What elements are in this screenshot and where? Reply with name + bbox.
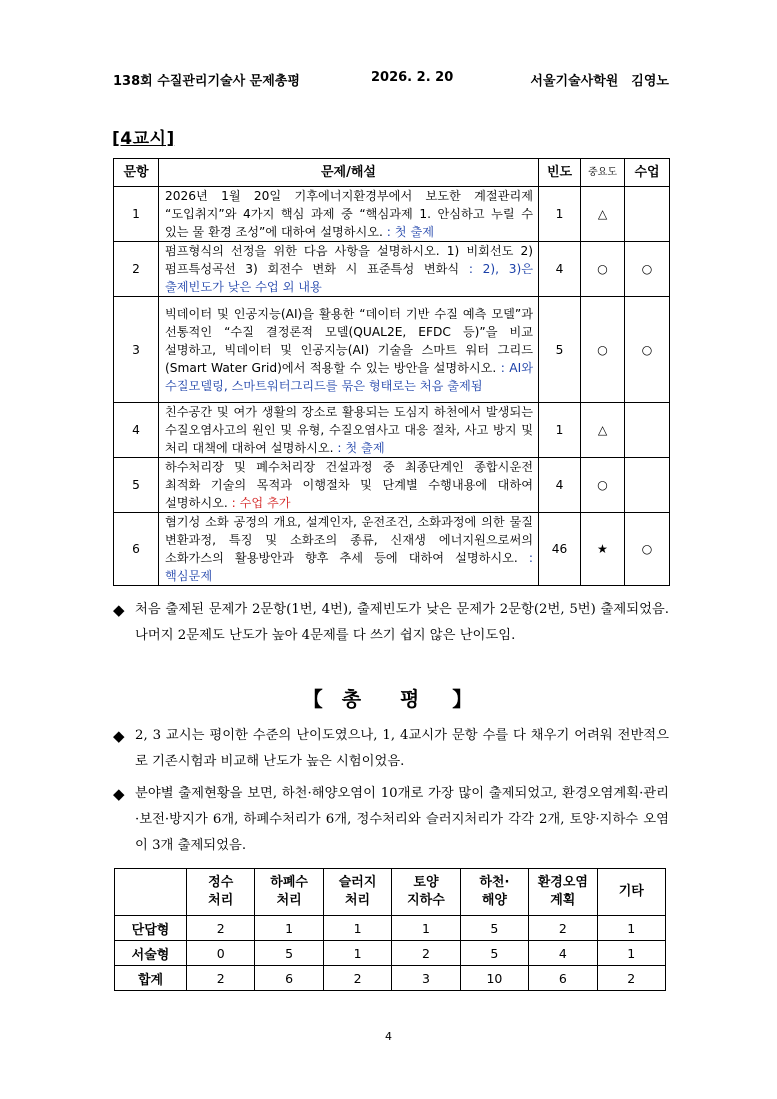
frequency-value: 5	[539, 297, 581, 403]
stats-row-label: 단답형	[115, 916, 187, 941]
summary-text: 분야별 출제현황을 보면, 하천·해양오염이 10개로 가장 많이 출제되었고, 환경오염계획·관리·보전·방지가 6개, 하폐수처리가 6개, 정수처리와 슬러지처리가 각각 2개, 토양·지하수 오염이 3개 출제되었음.	[135, 786, 669, 853]
note-paragraph	[113, 597, 669, 649]
lesson-mark	[625, 458, 670, 513]
importance-mark: △	[581, 187, 625, 242]
stats-cell: 4	[529, 941, 597, 966]
question-body: 친수공간 및 여가 생활의 장소로 활용되는 도심지 하천에서 발생되는 수질오염사고의 원인 및 유형, 수질오염사고 대응 절차, 사고 방지 및 처리 대책에 대하여 설명하시오.	[165, 405, 533, 455]
question-text	[159, 242, 539, 297]
lesson-mark	[625, 403, 670, 458]
table-row	[114, 297, 670, 403]
question-note: : AI와 수질모델링, 스마트워터그리드를 묶은 형태로는 처음 출제됨	[165, 360, 534, 393]
stats-cell: 2	[187, 916, 255, 941]
summary-title-text: 총 평	[341, 687, 436, 711]
question-body: 혐기성 소화 공정의 개요, 설계인자, 운전조건, 소화과정에 의한 물질 변환과정, 특징 및 소화조의 종류, 신재생 에너지원으로써의 소화가스의 활용방안과 향후 추세 등에 대하여 설명하시오.	[165, 515, 533, 565]
stats-cell: 1	[392, 916, 460, 941]
question-note: : 수업 추가	[227, 496, 291, 510]
table-row	[114, 458, 670, 513]
header-author: 서울기술사학원 김영노	[530, 74, 669, 89]
importance-mark: ○	[581, 242, 625, 297]
stats-header-row	[115, 869, 666, 916]
col-header-question: 문제/해설	[159, 159, 539, 187]
stats-row-label: 서술형	[115, 941, 187, 966]
stats-cell: 2	[597, 966, 665, 991]
stats-cell: 2	[529, 916, 597, 941]
col-header-frequency: 빈도	[539, 159, 581, 187]
stats-cell: 5	[460, 916, 528, 941]
table-row	[114, 403, 670, 458]
stats-cell: 1	[597, 941, 665, 966]
question-text	[159, 187, 539, 242]
question-note: : 첫 출제	[382, 225, 434, 239]
question-number: 5	[114, 458, 159, 513]
question-body: 빅데이터 및 인공지능(AI)을 활용한 “데이터 기반 수질 예측 모델”과 선통적인 “수질 결정론적 모델(QUAL2E, EFDC 등)”을 비교 설명하고, 빅데이터 및 인공지능(AI) 기술을 스마트 워터 그리드(Smart Water Grid)에서 적용할 수 있는 방안을 설명하시오.	[165, 306, 533, 375]
frequency-value: 46	[539, 513, 581, 586]
importance-mark: ○	[581, 458, 625, 513]
question-text	[159, 513, 539, 586]
stats-cell: 2	[323, 966, 391, 991]
diamond-bullet-icon: ◆	[113, 785, 125, 803]
stats-col-header: 하천· 해양	[460, 869, 528, 916]
bracket-open: 【	[302, 687, 325, 711]
stats-cell: 1	[323, 941, 391, 966]
question-note: : 첫 출제	[333, 441, 385, 455]
header-exam-title: 138회 수질관리기술사 문제총평	[113, 74, 300, 89]
question-number: 6	[114, 513, 159, 586]
importance-mark: △	[581, 403, 625, 458]
stats-cell: 0	[187, 941, 255, 966]
stats-col-header: 슬러지 처리	[323, 869, 391, 916]
question-text	[159, 297, 539, 403]
stats-corner-cell	[115, 869, 187, 916]
summary-paragraph	[113, 781, 669, 859]
page-number: 4	[385, 1030, 392, 1043]
stats-cell: 5	[460, 941, 528, 966]
session-title: [4교시]	[112, 129, 175, 149]
stats-cell: 1	[597, 916, 665, 941]
summary-text: 2, 3 교시는 평이한 수준의 난이도였으나, 1, 4교시가 문항 수를 다 채우기 어려워 전반적으로 기존시험과 비교해 난도가 높은 시험이었음.	[135, 728, 669, 769]
lesson-mark: ○	[625, 513, 670, 586]
stats-cell: 2	[187, 966, 255, 991]
header-date: 2026. 2. 20	[371, 70, 454, 85]
question-number: 4	[114, 403, 159, 458]
question-number: 3	[114, 297, 159, 403]
note-text: 처음 출제된 문제가 2문항(1번, 4번), 출제빈도가 낮은 문제가 2문항(2번, 5번) 출제되었음. 나머지 2문제도 난도가 높아 4문제를 다 쓰기 쉽지 않은 난이도임.	[135, 602, 669, 643]
question-number: 1	[114, 187, 159, 242]
stats-col-header: 정수 처리	[187, 869, 255, 916]
stats-cell: 10	[460, 966, 528, 991]
col-header-importance: 중요도	[581, 159, 625, 187]
page-header	[113, 70, 669, 90]
summary-paragraph	[113, 723, 669, 775]
table-row	[114, 187, 670, 242]
stats-row-label: 합계	[115, 966, 187, 991]
lesson-mark	[625, 187, 670, 242]
table-row	[115, 966, 666, 991]
bracket-close: 】	[452, 687, 475, 711]
stats-cell: 5	[255, 941, 323, 966]
lesson-mark: ○	[625, 297, 670, 403]
question-number: 2	[114, 242, 159, 297]
stats-col-header: 기타	[597, 869, 665, 916]
stats-cell: 3	[392, 966, 460, 991]
frequency-value: 4	[539, 458, 581, 513]
table-row	[114, 242, 670, 297]
table-row	[114, 513, 670, 586]
question-body: 하수처리장 및 폐수처리장 건설과정 중 최종단계인 종합시운전 최적화 기술의 목적과 이행절차 및 단계별 수행내용에 대하여 설명하시오.	[165, 460, 533, 510]
frequency-value: 1	[539, 187, 581, 242]
stats-cell: 1	[323, 916, 391, 941]
frequency-value: 4	[539, 242, 581, 297]
frequency-value: 1	[539, 403, 581, 458]
stats-col-header: 환경오염 계획	[529, 869, 597, 916]
lesson-mark: ○	[625, 242, 670, 297]
summary-title	[0, 683, 777, 712]
question-note: : 2), 3)은 출제빈도가 낮은 수업 외 내용	[165, 262, 533, 294]
table-row	[115, 916, 666, 941]
stats-col-header: 하폐수 처리	[255, 869, 323, 916]
question-table	[113, 158, 670, 586]
table-row	[115, 941, 666, 966]
stats-col-header: 토양 지하수	[392, 869, 460, 916]
stats-cell: 6	[529, 966, 597, 991]
question-text	[159, 403, 539, 458]
importance-mark: ○	[581, 297, 625, 403]
question-text	[159, 458, 539, 513]
question-table-header	[114, 159, 670, 187]
question-body: 펌프형식의 선정을 위한 다음 사항을 설명하시오. 1) 비회선도 2) 펌프특성곡선 3) 회전수 변화 시 표준특성 변화식	[165, 244, 533, 276]
stats-cell: 2	[392, 941, 460, 966]
importance-mark: ★	[581, 513, 625, 586]
question-note: : 핵심문제	[165, 551, 533, 583]
stats-cell: 6	[255, 966, 323, 991]
stats-cell: 1	[255, 916, 323, 941]
col-header-lesson: 수업	[625, 159, 670, 187]
col-header-no: 문항	[114, 159, 159, 187]
diamond-bullet-icon: ◆	[113, 727, 125, 745]
diamond-bullet-icon: ◆	[113, 601, 125, 619]
field-stats-table	[114, 868, 666, 991]
question-body: 2026년 1월 20일 기후에너지환경부에서 보도한 계절관리제 “도입취지”와 4가지 핵심 과제 중 “핵심과제 1. 안심하고 누릴 수 있는 물 환경 조성”에 대하여 설명하시오.	[165, 189, 533, 239]
